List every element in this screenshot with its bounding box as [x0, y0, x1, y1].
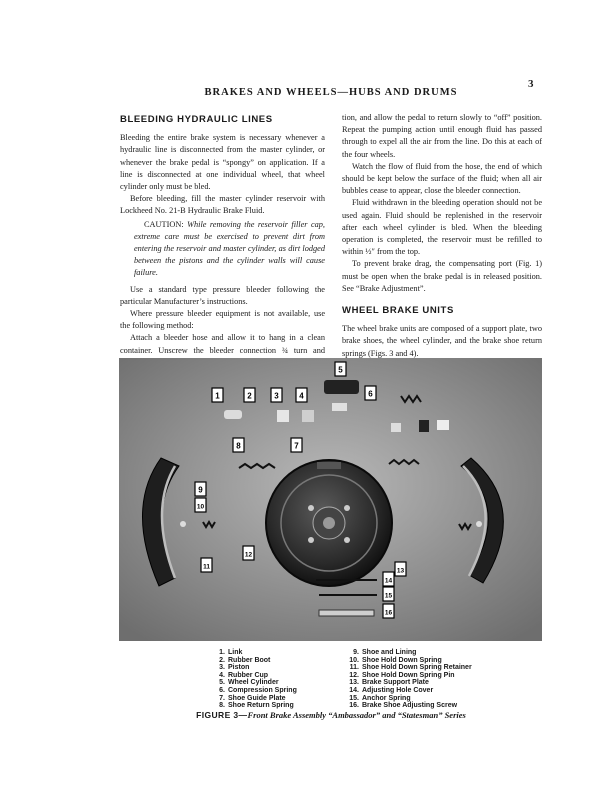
paragraph: To prevent brake drag, the compensating port (Fig. 1) must be open when the brake pedal is in released position. See “Brake Adjustment”.: [342, 259, 542, 293]
callout-label: 15: [384, 592, 393, 600]
legend-item: [347, 695, 472, 703]
paragraph: tion, and allow the pedal to return slowly to “off” position. Repeat the pumping action until enough fluid has passed through to expel all the air from the line. Do this at each of the four wheels.: [342, 113, 542, 159]
callout-14: [383, 572, 394, 586]
legend-number: 2.: [219, 656, 225, 664]
callout-6: [365, 386, 376, 400]
callout-label: 13: [396, 567, 405, 575]
figure-legend-left: [213, 649, 297, 710]
paragraph: Watch the flow of fluid from the hose, the end of which should be kept below the surface of the fluid; when all air bubbles cease to appear, close the bleeder connection.: [342, 161, 542, 196]
legend-number: 13.: [349, 679, 359, 687]
legend-item: [213, 702, 297, 710]
legend-item: [213, 695, 297, 703]
legend-number: 12.: [349, 671, 359, 679]
callout-label: 4: [299, 391, 304, 401]
page-number: 3: [528, 78, 534, 90]
callout-7: [291, 438, 302, 452]
callout-label: 12: [244, 551, 253, 559]
callout-16: [383, 604, 394, 618]
legend-item: [213, 679, 297, 687]
section-heading-bleeding: BLEEDING HYDRAULIC LINES: [120, 114, 273, 125]
legend-number: 5.: [219, 679, 225, 687]
legend-item: [347, 702, 472, 710]
legend-number: 9.: [353, 649, 359, 656]
callout-label: 8: [236, 441, 241, 451]
legend-number: 14.: [349, 686, 359, 694]
legend-label: Shoe and Lining: [362, 649, 417, 656]
legend-item: [213, 657, 297, 665]
legend-label: Shoe Return Spring: [228, 702, 294, 710]
legend-number: 4.: [219, 671, 225, 679]
callout-label: 2: [247, 391, 252, 401]
callout-2: [244, 388, 255, 402]
legend-number: 16.: [349, 702, 359, 710]
legend-item: [213, 672, 297, 680]
legend-item: [213, 649, 297, 657]
legend-item: [347, 649, 472, 657]
legend-number: 15.: [349, 694, 359, 702]
figure-label: FIGURE 3—: [196, 710, 248, 720]
left-column: [120, 112, 325, 369]
callout-label: 14: [384, 577, 393, 585]
legend-number: 1.: [219, 649, 225, 656]
callout-1: [212, 388, 223, 402]
legend-label: Wheel Cylinder: [228, 679, 279, 687]
callout-13: [395, 562, 406, 576]
callout-label: 10: [196, 503, 205, 511]
callout-label: 16: [384, 609, 393, 617]
legend-label: Shoe Hold Down Spring Retainer: [362, 664, 472, 672]
paragraph: Use a standard type pressure bleeder following the particular Manufacturer’s instructions.: [120, 284, 325, 306]
figure-legend-right: [347, 649, 472, 710]
figure-title: Front Brake Assembly “Ambassador” and “Statesman” Series: [247, 710, 466, 720]
legend-number: 6.: [219, 686, 225, 694]
callout-15: [383, 587, 394, 601]
legend-number: 7.: [219, 694, 225, 702]
callout-label: 6: [368, 389, 373, 399]
callout-11: [201, 558, 212, 572]
legend-number: 10.: [349, 656, 359, 664]
right-column: [342, 112, 542, 360]
legend-item: [347, 657, 472, 665]
callout-12: [243, 546, 254, 560]
paragraph: Before bleeding, fill the master cylinder reservoir with Lockheed No. 21-B Hydraulic Brake Fluid.: [120, 194, 325, 216]
legend-label: Rubber Cup: [228, 671, 269, 679]
callout-8: [233, 438, 244, 452]
legend-number: 3.: [219, 664, 225, 672]
section-heading-wheel-brake-units: WHEEL BRAKE UNITS: [342, 305, 454, 317]
legend-item: [213, 664, 297, 672]
legend-label: Link: [228, 649, 243, 656]
brake-support-plate-illustration: [266, 460, 392, 586]
callout-4: [296, 388, 307, 402]
legend-number: 11.: [349, 664, 359, 672]
callout-label: 5: [338, 365, 343, 375]
paragraph: Fluid withdrawn in the bleeding operation should not be used again. Fluid should be replenished in the reservoir after each wheel cylinder is bled. When the bleeding operation is completed, the reservoir must be refilled to within ½″ from the top.: [342, 198, 542, 257]
paragraph: Attach a bleeder hose and allow it to hang in a clean container. Unscrew the bleeder connection ¾ turn and: [120, 333, 325, 355]
caution-note: [134, 219, 325, 280]
legend-label: Anchor Spring: [362, 694, 411, 702]
callout-label: 1: [215, 391, 220, 401]
paragraph: Bleeding the entire brake system is necessary whenever a hydraulic line is disconnected from the master cylinder, or whenever the brake pedal is “spongy” on application. If a line is disconnected at one individual wheel, that wheel cylinder only must be bled.: [120, 133, 325, 192]
callout-label: 11: [203, 563, 210, 571]
legend-label: Adjusting Hole Cover: [362, 686, 434, 694]
paragraph: The wheel brake units are composed of a support plate, two brake shoes, the wheel cylinder, and the brake shoe return springs (Figs. 3 and 4).: [342, 324, 542, 358]
legend-label: Shoe Guide Plate: [228, 694, 286, 702]
legend-label: Piston: [228, 664, 250, 672]
caution-label: CAUTION:: [144, 219, 184, 229]
paragraph: Where pressure bleeder equipment is not available, use the following method:: [120, 309, 325, 331]
legend-item: [347, 672, 472, 680]
legend-label: Brake Shoe Adjusting Screw: [362, 702, 458, 710]
legend-item: [213, 687, 297, 695]
legend-number: 8.: [219, 702, 225, 710]
legend-label: Shoe Hold Down Spring: [362, 656, 442, 664]
caution-text: While removing the reservoir filler cap, extreme care must be exercised to prevent dirt from entering the reservoir and master cylinder, as dirt lodged between the pistons and the cylinder walls will cause failure.: [134, 219, 326, 278]
legend-label: Compression Spring: [228, 686, 297, 694]
legend-item: [347, 687, 472, 695]
legend-label: Shoe Hold Down Spring Pin: [362, 671, 455, 679]
callout-3: [271, 388, 282, 402]
callout-5: [335, 362, 346, 376]
callout-label: 7: [294, 441, 299, 451]
callout-label: 3: [274, 391, 279, 401]
brake-assembly-photo: [119, 358, 542, 641]
legend-label: Rubber Boot: [228, 656, 271, 664]
figure-caption: [120, 710, 542, 720]
legend-item: [347, 679, 472, 687]
callout-9: [195, 482, 206, 496]
legend-item: [347, 664, 472, 672]
callout-10: [195, 498, 206, 512]
legend-label: Brake Support Plate: [362, 679, 429, 687]
callout-label: 9: [198, 485, 203, 495]
page-header: BRAKES AND WHEELS—HUBS AND DRUMS: [204, 87, 458, 98]
